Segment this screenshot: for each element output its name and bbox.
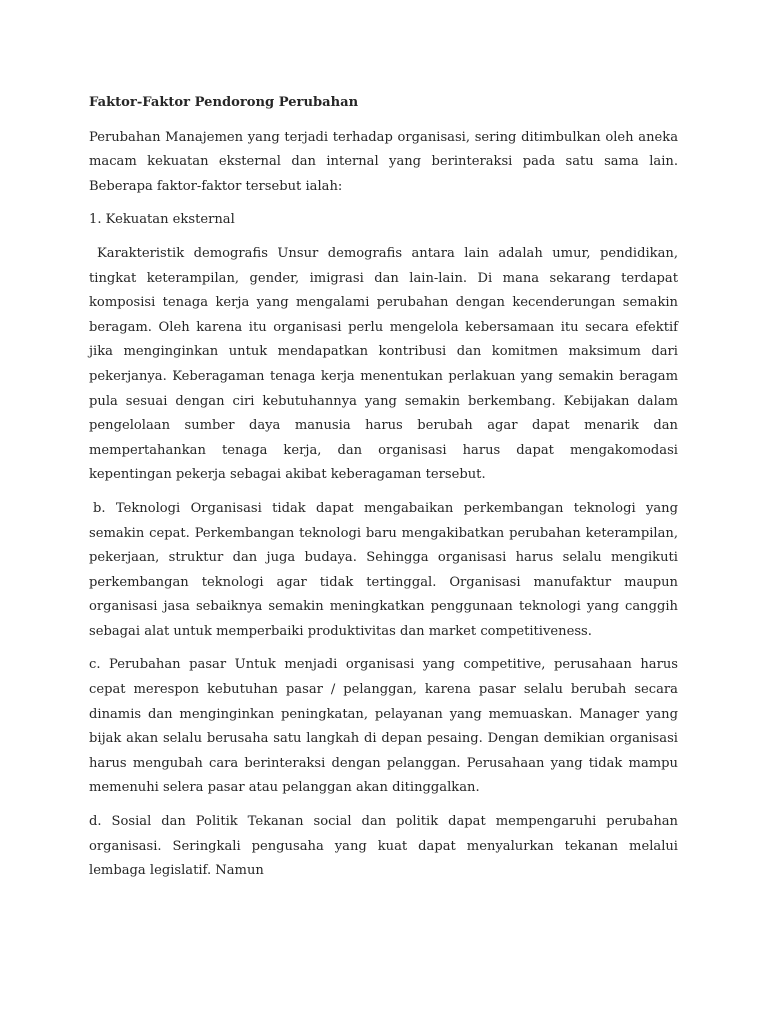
paragraph-sosial-politik: d. Sosial dan Politik Tekanan social dan politik dapat mempengaruhi perubahan organisasi. Seringkali pengusaha yang kuat dapat menyalurkan tekanan melalui lembaga legislatif. Namun <box>89 814 678 879</box>
paragraph-demografis: Karakteristik demografis Unsur demografis antara lain adalah umur, pendidikan, tingkat keterampilan, gender, imigrasi dan lain-lain. Di mana sekarang terdapat komposisi tenaga kerja yang mengalami perubahan dengan kecenderungan semakin beragam. Oleh karena itu organisasi perlu mengelola kebersamaan itu secara efektif jika menginginkan untuk mendapatkan kontribusi dan komitmen maksimum dari pekerjanya. Keberagaman tenaga kerja menentukan perlakuan yang semakin beragam pula sesuai dengan ciri kebutuhannya yang semakin berkembang. Kebijakan dalam pengelolaan sumber daya manusia harus berubah agar dapat menarik dan mempertahankan tenaga kerja, dan organisasi harus dapat mengakomodasi kepentingan pekerja sebagai akibat keberagaman tersebut. <box>89 245 678 483</box>
section-heading: 1. Kekuatan eksternal <box>89 212 235 228</box>
intro-paragraph: Perubahan Manajemen yang terjadi terhadap organisasi, sering ditimbulkan oleh aneka macam kekuatan eksternal dan internal yang berinteraksi pada satu sama lain. Beberapa faktor-faktor tersebut ialah: <box>89 129 678 194</box>
paragraph-perubahan-pasar: c. Perubahan pasar Untuk menjadi organisasi yang competitive, perusahaan harus cepat merespon kebutuhan pasar / pelanggan, karena pasar selalu berubah secara dinamis dan menginginkan peningkatan, pelayanan yang memuaskan. Manager yang bijak akan selalu berusaha satu langkah di depan pesaing. Dengan demikian organisasi harus mengubah cara berinteraksi dengan pelanggan. Perusahaan yang tidak mampu memenuhi selera pasar atau pelanggan akan ditinggalkan. <box>89 657 678 796</box>
document-page <box>89 91 678 884</box>
paragraph-teknologi: b. Teknologi Organisasi tidak dapat mengabaikan perkembangan teknologi yang semakin cepat. Perkembangan teknologi baru mengakibatkan perubahan keterampilan, pekerjaan, struktur dan juga budaya. Sehingga organisasi harus selalu mengikuti perkembangan teknologi agar tidak tertinggal. Organisasi manufaktur maupun organisasi jasa sebaiknya semakin meningkatkan penggunaan teknologi yang canggih sebagai alat untuk memperbaiki produktivitas dan market competitiveness. <box>89 500 678 639</box>
document-title: Faktor-Faktor Pendorong Perubahan <box>89 95 359 110</box>
